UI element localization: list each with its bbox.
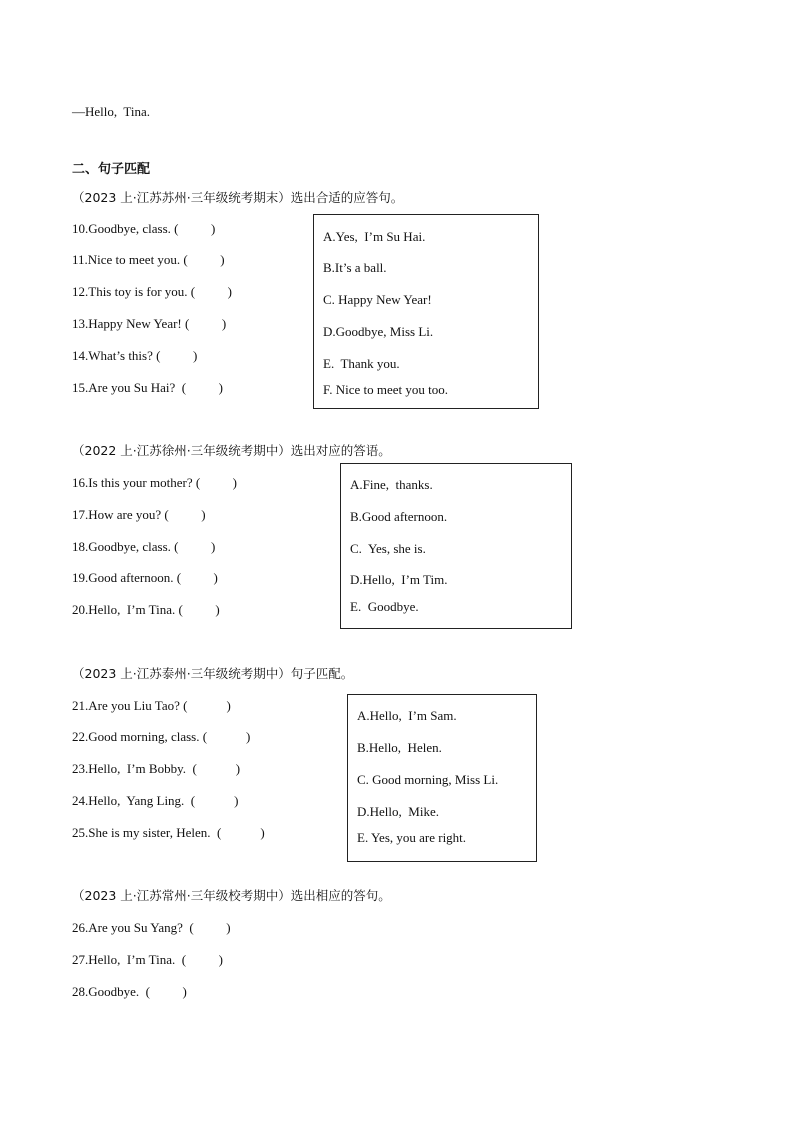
question-25: 25.She is my sister, Helen. ( ) bbox=[72, 825, 265, 840]
group-2-options-box bbox=[340, 463, 572, 629]
group-2-option-b: B.Good afternoon. bbox=[350, 509, 448, 524]
group-2-option-c: C. Yes, she is. bbox=[350, 541, 426, 556]
group-2-option-d: D.Hello, I’m Tim. bbox=[350, 572, 448, 587]
group-1-option-b: B.It’s a ball. bbox=[323, 260, 387, 275]
question-12: 12.This toy is for you. ( ) bbox=[72, 284, 232, 299]
group-3-heading: （2023 上·江苏泰州·三年级统考期中）句子匹配。 bbox=[72, 666, 354, 681]
group-3-option-b: B.Hello, Helen. bbox=[357, 740, 442, 755]
question-20: 20.Hello, I’m Tina. ( ) bbox=[72, 602, 220, 617]
question-14: 14.What’s this? ( ) bbox=[72, 348, 198, 363]
group-2-option-a: A.Fine, thanks. bbox=[350, 477, 433, 492]
question-28: 28.Goodbye. ( ) bbox=[72, 984, 187, 999]
question-11: 11.Nice to meet you. ( ) bbox=[72, 252, 225, 267]
group-3-options-box bbox=[347, 694, 537, 862]
question-16: 16.Is this your mother? ( ) bbox=[72, 475, 238, 490]
question-19: 19.Good afternoon. ( ) bbox=[72, 570, 218, 585]
group-1-option-f: F. Nice to meet you too. bbox=[323, 382, 448, 397]
question-17: 17.How are you? ( ) bbox=[72, 507, 206, 522]
group-1-option-a: A.Yes, I’m Su Hai. bbox=[323, 229, 426, 244]
question-24: 24.Hello, Yang Ling. ( ) bbox=[72, 793, 239, 808]
group-3-option-c: C. Good morning, Miss Li. bbox=[357, 772, 499, 787]
intro-line: —Hello, Tina. bbox=[72, 104, 151, 119]
question-27: 27.Hello, I’m Tina. ( ) bbox=[72, 952, 223, 967]
group-3-option-e: E. Yes, you are right. bbox=[357, 830, 467, 845]
question-10: 10.Goodbye, class. ( ) bbox=[72, 221, 216, 236]
question-21: 21.Are you Liu Tao? ( ) bbox=[72, 698, 231, 713]
group-3-option-a: A.Hello, I’m Sam. bbox=[357, 708, 457, 723]
group-4-heading: （2023 上·江苏常州·三年级校考期中）选出相应的答句。 bbox=[72, 888, 391, 903]
group-2-option-e: E. Goodbye. bbox=[350, 599, 419, 614]
group-1-options-box bbox=[313, 214, 539, 409]
question-26: 26.Are you Su Yang? ( ) bbox=[72, 920, 231, 935]
group-1-heading: （2023 上·江苏苏州·三年级统考期末）选出合适的应答句。 bbox=[72, 190, 404, 205]
question-18: 18.Goodbye, class. ( ) bbox=[72, 539, 216, 554]
group-1-option-d: D.Goodbye, Miss Li. bbox=[323, 324, 434, 339]
question-13: 13.Happy New Year! ( ) bbox=[72, 316, 227, 331]
group-1-option-e: E. Thank you. bbox=[323, 356, 400, 371]
question-23: 23.Hello, I’m Bobby. ( ) bbox=[72, 761, 241, 776]
group-2-heading: （2022 上·江苏徐州·三年级统考期中）选出对应的答语。 bbox=[72, 443, 391, 458]
question-22: 22.Good morning, class. ( ) bbox=[72, 729, 251, 744]
group-3-option-d: D.Hello, Mike. bbox=[357, 804, 439, 819]
question-15: 15.Are you Su Hai? ( ) bbox=[72, 380, 223, 395]
section-title: 二、句子匹配 bbox=[72, 162, 151, 177]
group-1-option-c: C. Happy New Year! bbox=[323, 292, 432, 307]
